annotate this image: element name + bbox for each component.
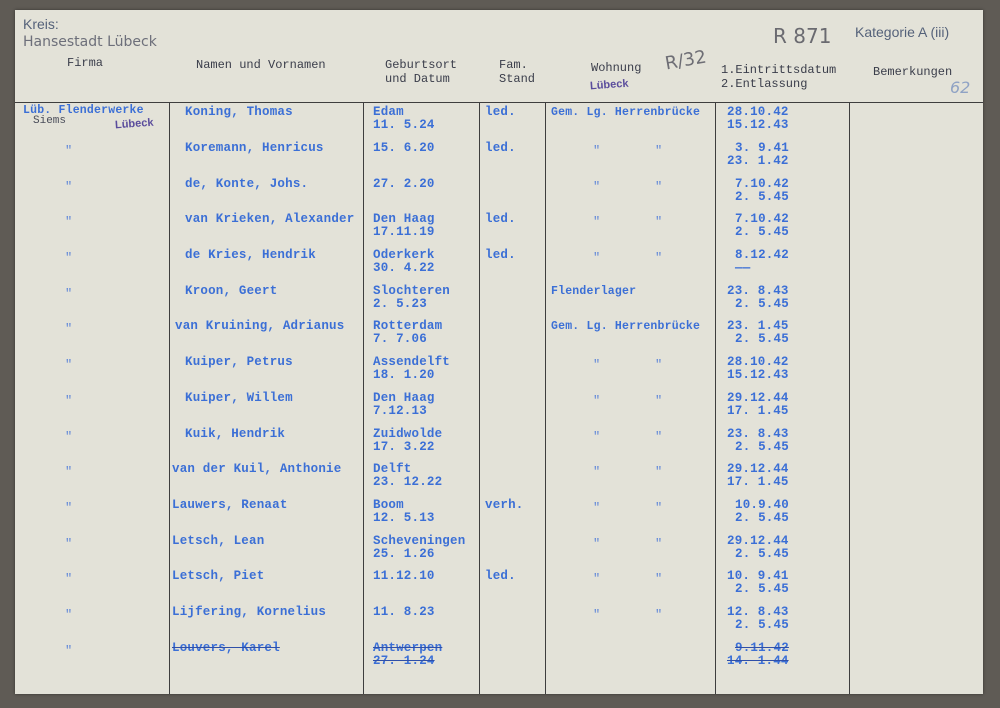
firm-ditto-mark: " <box>65 180 73 194</box>
entry-date: 23. 8.43 <box>727 284 789 298</box>
exit-date: 15.12.43 <box>727 118 789 132</box>
residence-ditto-right: " <box>655 572 663 586</box>
exit-date: 2. 5.45 <box>735 332 789 346</box>
column-rule-2 <box>363 102 364 694</box>
family-status: led. <box>485 105 516 119</box>
column-rule-5 <box>715 102 716 694</box>
person-name: van Kruining, Adrianus <box>175 319 345 333</box>
birth-place: Zuidwolde <box>373 427 443 441</box>
entry-date: 7.10.42 <box>735 212 789 226</box>
residence-ditto-left: " <box>593 608 601 622</box>
birth-date: 11. 5.24 <box>373 118 435 132</box>
header-fam-1: Fam. <box>499 58 528 72</box>
person-name: Koremann, Henricus <box>185 141 324 155</box>
entry-date: 29.12.44 <box>727 534 789 548</box>
exit-date: 2. 5.45 <box>735 511 789 525</box>
entry-date: 23. 1.45 <box>727 319 789 333</box>
wohnung-stamp: Lübeck <box>589 77 629 93</box>
code-top: R 871 <box>773 24 832 48</box>
column-rule-4 <box>545 102 546 694</box>
birth-date: 27. 2.20 <box>373 177 435 191</box>
birth-place: Assendelft <box>373 355 451 369</box>
residence-ditto-left: " <box>593 144 601 158</box>
header-geburtsort-1: Geburtsort <box>385 58 458 72</box>
exit-date: 2. 5.45 <box>735 297 789 311</box>
residence-ditto-left: " <box>593 537 601 551</box>
entry-date: 9.11.42 <box>735 641 789 655</box>
person-name: Letsch, Piet <box>172 569 265 583</box>
residence-ditto-right: " <box>655 251 663 265</box>
birth-date: 7. 7.06 <box>373 332 427 346</box>
column-rule-3 <box>479 102 480 694</box>
kreis-value: Hansestadt Lübeck <box>23 34 157 50</box>
person-name: van der Kuil, Anthonie <box>172 462 342 476</box>
firm-ditto-mark: " <box>65 287 73 301</box>
exit-date: 14. 1.44 <box>727 654 789 668</box>
residence-ditto-right: " <box>655 465 663 479</box>
firm-ditto-mark: " <box>65 215 73 229</box>
exit-date: 17. 1.45 <box>727 404 789 418</box>
header-rule <box>15 102 983 103</box>
birth-date: 12. 5.13 <box>373 511 435 525</box>
entry-date: 29.12.44 <box>727 462 789 476</box>
residence-ditto-left: " <box>593 501 601 515</box>
firm-ditto-mark: " <box>65 501 73 515</box>
family-status: led. <box>485 248 516 262</box>
residence-ditto-left: " <box>593 215 601 229</box>
residence: Gem. Lg. Herrenbrücke <box>551 320 701 333</box>
header-fam-2: Stand <box>499 72 536 86</box>
exit-date: 2. 5.45 <box>735 547 789 561</box>
header-firma: Firma <box>67 56 104 70</box>
residence-ditto-right: " <box>655 180 663 194</box>
residence-ditto-right: " <box>655 358 663 372</box>
exit-date: —— <box>735 261 751 275</box>
entry-date: 29.12.44 <box>727 391 789 405</box>
firm-ditto-mark: " <box>65 358 73 372</box>
person-name: Kuiper, Petrus <box>185 355 293 369</box>
exit-date: 2. 5.45 <box>735 618 789 632</box>
residence-ditto-left: " <box>593 394 601 408</box>
residence-ditto-left: " <box>593 572 601 586</box>
birth-place: Boom <box>373 498 404 512</box>
entry-date: 3. 9.41 <box>735 141 789 155</box>
index-card <box>15 10 983 694</box>
header-wohnung: Wohnung <box>591 61 642 75</box>
exit-date: 23. 1.42 <box>727 154 789 168</box>
column-rule-6 <box>849 102 850 694</box>
firm-ditto-mark: " <box>65 251 73 265</box>
birth-date: 25. 1.26 <box>373 547 435 561</box>
firm-ditto-mark: " <box>65 394 73 408</box>
birth-date: 11.12.10 <box>373 569 435 583</box>
entry-date: 7.10.42 <box>735 177 789 191</box>
entry-date: 28.10.42 <box>727 105 789 119</box>
person-name: Louvers, Karel <box>172 641 280 655</box>
header-geburtsort-2: und Datum <box>385 72 450 86</box>
birth-place: Den Haag <box>373 391 435 405</box>
exit-date: 17. 1.45 <box>727 475 789 489</box>
family-status: led. <box>485 569 516 583</box>
entry-date: 10.9.40 <box>735 498 789 512</box>
exit-date: 2. 5.45 <box>735 582 789 596</box>
person-name: de, Konte, Johs. <box>185 177 309 191</box>
person-name: Kroon, Geert <box>185 284 278 298</box>
birth-date: 18. 1.20 <box>373 368 435 382</box>
residence-ditto-left: " <box>593 180 601 194</box>
exit-date: 2. 5.45 <box>735 190 789 204</box>
birth-place: Slochteren <box>373 284 451 298</box>
firm-ditto-mark: " <box>65 465 73 479</box>
page-number: 62 <box>950 78 971 97</box>
residence-ditto-right: " <box>655 608 663 622</box>
birth-date: 17. 3.22 <box>373 440 435 454</box>
birth-place: Delft <box>373 462 412 476</box>
family-status: verh. <box>485 498 524 512</box>
firm-stamp: Lübeck <box>114 116 154 132</box>
residence-ditto-left: " <box>593 358 601 372</box>
person-name: van Krieken, Alexander <box>185 212 355 226</box>
firm-ditto-mark: " <box>65 572 73 586</box>
birth-date: 11. 8.23 <box>373 605 435 619</box>
birth-place: Edam <box>373 105 404 119</box>
person-name: de Kries, Hendrik <box>185 248 316 262</box>
residence-ditto-right: " <box>655 430 663 444</box>
birth-date: 2. 5.23 <box>373 297 427 311</box>
exit-date: 15.12.43 <box>727 368 789 382</box>
firm-ditto-mark: " <box>65 144 73 158</box>
person-name: Letsch, Lean <box>172 534 265 548</box>
birth-date: 17.11.19 <box>373 225 435 239</box>
birth-date: 7.12.13 <box>373 404 427 418</box>
birth-place: Scheveningen <box>373 534 466 548</box>
person-name: Lijfering, Kornelius <box>172 605 327 619</box>
birth-date: 30. 4.22 <box>373 261 435 275</box>
header-namen: Namen und Vornamen <box>196 58 326 72</box>
residence-ditto-right: " <box>655 394 663 408</box>
code-mid: R/32 <box>663 46 708 75</box>
family-status: led. <box>485 212 516 226</box>
birth-place: Oderkerk <box>373 248 435 262</box>
residence-ditto-right: " <box>655 501 663 515</box>
birth-place: Antwerpen <box>373 641 443 655</box>
kategorie-label: Kategorie A (iii) <box>855 24 950 40</box>
header-eintritt-1: 1.Eintrittsdatum <box>721 63 837 77</box>
residence-ditto-right: " <box>655 215 663 229</box>
person-name: Koning, Thomas <box>185 105 293 119</box>
firm-ditto-mark: " <box>65 537 73 551</box>
header-eintritt-2: 2.Entlassung <box>721 77 808 91</box>
entry-date: 28.10.42 <box>727 355 789 369</box>
column-rule-1 <box>169 102 170 694</box>
firm-name: Lüb. Flenderwerke <box>23 104 144 117</box>
residence-ditto-left: " <box>593 251 601 265</box>
entry-date: 23. 8.43 <box>727 427 789 441</box>
residence: Flenderlager <box>551 285 637 298</box>
kreis-label: Kreis: <box>23 16 59 32</box>
firm-ditto-mark: " <box>65 430 73 444</box>
residence-ditto-left: " <box>593 465 601 479</box>
firm-ditto-mark: " <box>65 608 73 622</box>
birth-place: Rotterdam <box>373 319 443 333</box>
residence: Gem. Lg. Herrenbrücke <box>551 106 701 119</box>
entry-date: 10. 9.41 <box>727 569 789 583</box>
entry-date: 8.12.42 <box>735 248 789 262</box>
entry-date: 12. 8.43 <box>727 605 789 619</box>
exit-date: 2. 5.45 <box>735 440 789 454</box>
header-bemerkungen: Bemerkungen <box>873 65 953 79</box>
birth-place: Den Haag <box>373 212 435 226</box>
firm-ditto-mark: " <box>65 644 73 658</box>
family-status: led. <box>485 141 516 155</box>
residence-ditto-left: " <box>593 430 601 444</box>
exit-date: 2. 5.45 <box>735 225 789 239</box>
firm-ditto-mark: " <box>65 322 73 336</box>
residence-ditto-right: " <box>655 144 663 158</box>
birth-date: 23. 12.22 <box>373 475 443 489</box>
birth-date: 15. 6.20 <box>373 141 435 155</box>
person-name: Kuiper, Willem <box>185 391 293 405</box>
birth-date: 27. 1.24 <box>373 654 435 668</box>
firm-name-2: Siems <box>33 115 67 127</box>
person-name: Kuik, Hendrik <box>185 427 286 441</box>
person-name: Lauwers, Renaat <box>172 498 288 512</box>
residence-ditto-right: " <box>655 537 663 551</box>
